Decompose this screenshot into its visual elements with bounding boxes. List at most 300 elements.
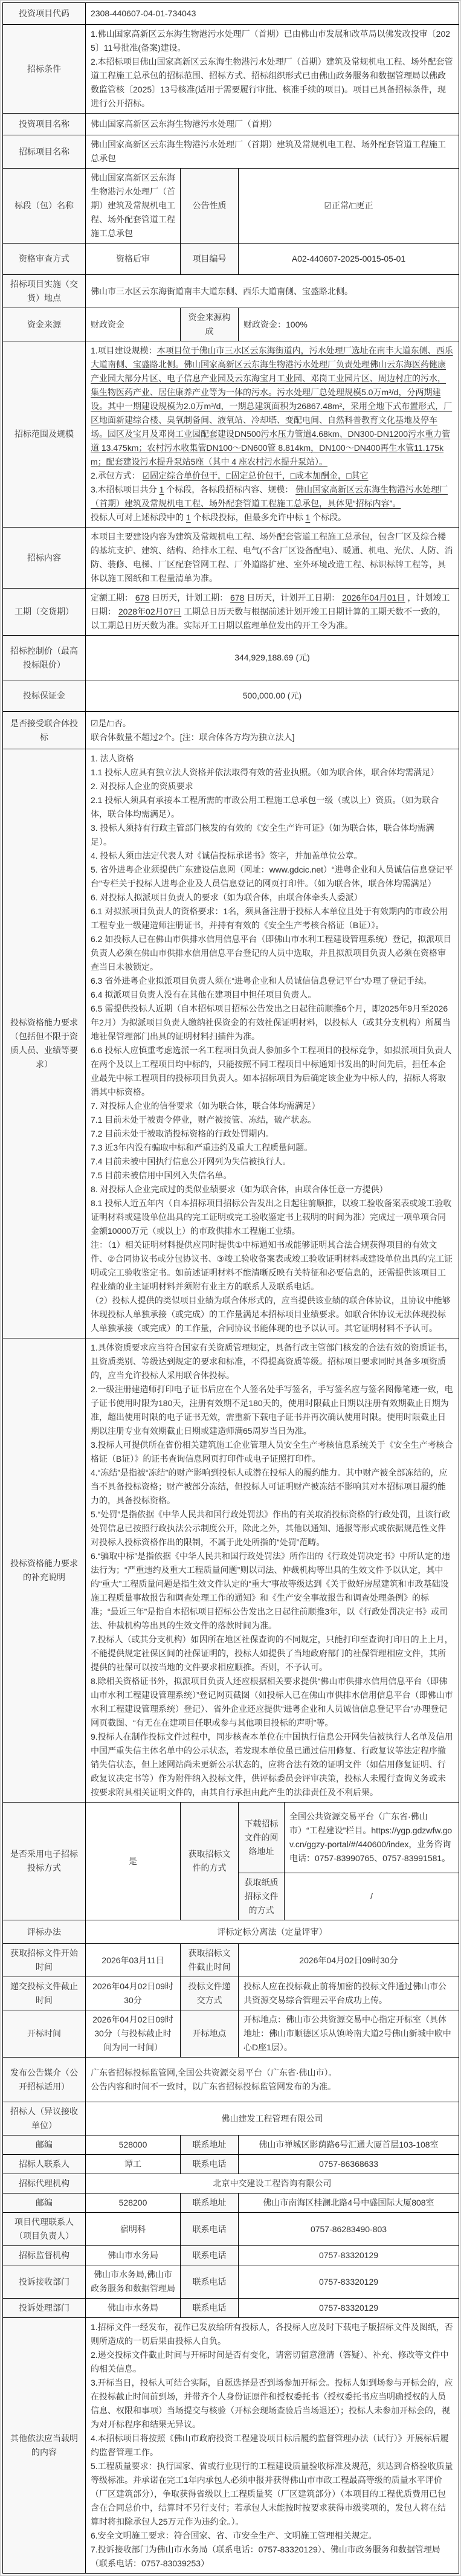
- bidder-qualification-requirements-label: [3, 749, 86, 1338]
- announcement-table: [2, 2, 459, 2574]
- table-row: [3, 1944, 459, 1977]
- text-segment: 发布公告媒介（公开招标适用）: [10, 2067, 78, 2091]
- bidder-qualification-requirements-value: [86, 749, 459, 1338]
- table-row: [3, 25, 459, 114]
- investment-project-name-label: [3, 114, 86, 135]
- tender-project-name-value: [86, 135, 459, 169]
- qualification-supplementary-notes-value: [86, 1338, 459, 1803]
- text-segment: 6.5 需提供投标人近期（自本招标项目招标公告发出之日起往前顺推6个月，即2025年9月至2026年2月）为拟派项目负责人缴纳社保资金的有效社保证明材料，以投标人（或其分支机构）所属当地社保管理部门出具的证明材料扫描件为准。: [91, 1004, 451, 1041]
- tender-project-name-label: [3, 135, 86, 169]
- text-segment: 获取纸质招标文件的方式: [244, 1877, 279, 1915]
- text-segment: 2.承包方式：: [91, 471, 143, 480]
- document-acquisition-method-label: [181, 1803, 239, 1920]
- table-row: [3, 169, 459, 244]
- text-segment: 2026年03月11日: [102, 1955, 164, 1965]
- value-text: [91, 1466, 454, 1508]
- price-ceiling-value: [86, 636, 459, 680]
- table-row: [3, 589, 459, 636]
- underlined-text: 2028年02月07日: [118, 607, 182, 616]
- tenderer-phone-value: [239, 2155, 459, 2174]
- text-segment: 7.投标人（或其分支机构）如因所在地区社保查询的不同规定，只能打印至查询打印日的上上月，不能提供规定社保区间的社保证明的，投标人如提供了当地政府部门的社保管理相应文件，其所提供的社保可以按当地的文件要求相应顺推。否则，不予认可。: [91, 1635, 453, 1672]
- value-text: [91, 2157, 175, 2171]
- electronic-bidding-label: [3, 1803, 86, 1920]
- value-text: [91, 1183, 454, 1196]
- label-text: [8, 252, 80, 266]
- label-text: [8, 551, 80, 565]
- text-segment: 3.本招标项目共分: [91, 485, 160, 494]
- text-segment: 佛山市三水区云东海街道南丰大道东侧、西乐大道南侧、宝盛路北侧。: [91, 286, 353, 296]
- text-segment: 招标人联系人: [19, 2159, 69, 2169]
- tender-conditions-label: [3, 25, 86, 114]
- label-text: [8, 277, 80, 305]
- text-segment: 其他依法应当载明的内容: [10, 2433, 78, 2457]
- label-text: [8, 1946, 80, 1974]
- label-text: [185, 2275, 233, 2289]
- document-acquisition-deadline-label: [181, 1944, 239, 1977]
- text-segment: 招标代理机构: [19, 2178, 69, 2188]
- text-segment: 佛山市水务局: [108, 2250, 158, 2260]
- text-segment: 个标段，各标段招标内容、规模：: [164, 485, 296, 494]
- value-text: [243, 252, 454, 266]
- text-segment: 广东省招标投标监管网,全国公共资源交易平台（广东省·佛山市）。: [91, 2067, 337, 2077]
- text-segment: 资金来源: [27, 319, 61, 329]
- text-segment: 个标段。: [310, 512, 347, 522]
- tender-agency-label: [3, 2174, 86, 2193]
- bid-opening-time-value: [86, 2010, 181, 2058]
- tenderer-contact-value: [86, 2155, 181, 2174]
- text-segment: 7. 对投标人企业的信誉要求（如为联合体，联合体均需满足）: [91, 1101, 320, 1111]
- value-text: [91, 1508, 454, 1549]
- table-row: [3, 275, 459, 308]
- text-segment: 0757-83320129: [318, 2250, 379, 2260]
- label-text: [185, 1946, 233, 1974]
- complaint-receiving-dept-value: [86, 2265, 181, 2299]
- document-acquisition-start-value: [86, 1944, 181, 1977]
- electronic-bidding-value: [86, 1803, 181, 1920]
- text-segment: ，计划竣工日期：: [91, 593, 450, 616]
- text-segment: 招标人（异议接收单位）: [10, 2106, 78, 2130]
- value-text: [91, 2529, 454, 2543]
- text-segment: 资格后审: [116, 254, 150, 263]
- value-text: [91, 117, 454, 131]
- text-segment: （2）投标人提供的类似项目业绩为联合体形式的，应当提供该业绩的联合体协议，且协议中能够体现投标人单独承接（或完成）的工作量满足本招标项目业绩要求。如联合体协议无法体现投标人单独承接（或完成）的工作量，合同协议书能体现的也予以认可。其它证明材料不予认可。: [91, 1296, 451, 1333]
- label-text: [243, 1876, 279, 1917]
- text-segment: 6.6 投标人应慎重考虑选派一名工程项目负责人参加多个工程项目的投标竞争，如拟派项目负责人在两个及以上工程项目均中标的，只能按照不同工程项目中标通知书发出的时间先后，担任本企业最先中标工程项目的投标项目负责人。如本招标项目为后确定该企业为中标人的，招标人将取消其中标资格。: [91, 1045, 452, 1097]
- evaluation-method-label: [3, 1920, 86, 1944]
- value-text: [91, 138, 454, 166]
- text-segment: 日历天，计划工期：: [149, 593, 231, 602]
- tender-agency-value: [86, 2174, 459, 2193]
- label-text: [8, 117, 80, 131]
- value-text: [91, 285, 454, 299]
- download-url-label: [239, 1803, 285, 1873]
- funding-source-label: [3, 308, 86, 341]
- complaint-handling-dept-label: [3, 2299, 86, 2318]
- text-segment: 佛山建发工程管理有限公司: [221, 2113, 323, 2123]
- value-text: [91, 731, 454, 744]
- label-text: [8, 7, 80, 21]
- text-segment: 项目代理联系人（项目负责人）: [15, 2217, 74, 2241]
- value-text: [91, 2348, 454, 2376]
- supervision-phone-value: [239, 2246, 459, 2265]
- label-text: [185, 2223, 233, 2236]
- table-row: [3, 2318, 459, 2574]
- consortium-bidding-value: [86, 712, 459, 749]
- underlined-text: 678: [230, 593, 245, 602]
- label-text: [8, 2215, 80, 2243]
- agency-address-label: [181, 2193, 239, 2213]
- tenderer-postcode-value: [86, 2135, 181, 2155]
- value-text: [91, 171, 175, 240]
- text-segment: 定额工期：: [91, 593, 135, 602]
- text-segment: 2.1 投标人须具有承接本工程所需的市政公用工程施工总承包一级（或以上）资质。（如为联合体，联合体均需满足）。: [91, 795, 439, 819]
- text-segment: 工期（交货期）: [15, 607, 74, 616]
- text-segment: 个标段投标，但最多允许中标: [190, 512, 306, 522]
- table-row: [3, 636, 459, 680]
- label-text: [8, 2275, 80, 2289]
- value-text: [91, 2459, 454, 2529]
- text-segment: 2. 对投标人企业的资质要求: [91, 781, 193, 791]
- value-text: [91, 591, 454, 633]
- text-segment: 招标项目实施（交货）地点: [10, 279, 78, 303]
- text-segment: 北京中交建设工程咨询有限公司: [213, 2178, 332, 2188]
- text-segment: 2.一级注册建造师打印电子证书后应在个人签名处手写签名，手写签名应与签名图像笔迹一致，电子证书使用时限为180天，注册有效期不足180天的，使用时限截止日期以注册有效期截止日期为准，超出使用时限的电子证书无效，需重新下载电子证书并再次确认使用时限。使用时限截止日期以注册专业有效期截止日期或建造师满65周岁当日为准。: [91, 1384, 453, 1436]
- text-segment: ☑是/□否。: [91, 718, 131, 728]
- value-text: [289, 1890, 454, 1903]
- text-segment: 递交投标文件截止时间: [10, 1981, 78, 2005]
- investment-project-code-label: [3, 3, 86, 25]
- label-text: [8, 689, 80, 703]
- label-text: [185, 311, 233, 338]
- text-segment: 3.投标人可提供所在省份相关建筑施工企业管理人员安全生产考核信息系统关于《安全生产考核合格证（B证）》的证书查询信息网页打印件或电子证照打印件。: [91, 1440, 453, 1464]
- announcement-nature-value: [239, 169, 459, 244]
- investment-project-name-value: [86, 114, 459, 135]
- value-text: [91, 511, 454, 525]
- value-text: [91, 2112, 454, 2126]
- agency-contact-value: [86, 2213, 181, 2246]
- qualification-review-method-label: [3, 244, 86, 275]
- text-segment: 5. 省外进粤企业须提供广东建设信息网（网址：www.gdcic.net）“进粤企业和人员诚信信息登记平台”专栏关于投标人进粤企业及人员信息登记的网页打印件。（如为联合体，联合体均需满足）: [91, 865, 453, 888]
- table-row: [3, 2193, 459, 2213]
- text-segment: 开标地点: [192, 2029, 227, 2038]
- text-segment: 5.工程质量要求：执行国家、省或行业现行的工程建设质量验收标准及规范，须达到合格验收质量等级标准。并承诺在完工1年内承包人必须申报并获得佛山市市政工程最高等级的质量水平评价（厂区建筑部分），争取获得省级以上工程质量奖（厂区建筑部分）（本项目的工程优质费用已包含在合同总价中，结算时不另行支付；若承包人未能按时按要求获得市级奖项的，发包人将在结算时将扣除承包人25万元作为违约金。）。: [91, 2461, 453, 2526]
- table-row: [3, 2058, 459, 2102]
- text-segment: 招标条件: [27, 63, 61, 74]
- text-segment: 项目编号: [192, 254, 227, 263]
- text-segment: 佛山国家高新区云东海生物港污水处理厂（首期）建筑及常规机电工程、场外配套管道工程施工总承包: [91, 173, 175, 238]
- label-text: [8, 318, 80, 332]
- text-segment: 招标监督机构: [19, 2250, 69, 2260]
- text-segment: 获取招标文件的方式: [188, 1849, 231, 1873]
- label-text: [8, 2066, 80, 2094]
- value-text: [91, 1730, 454, 1800]
- value-text: [243, 318, 454, 332]
- text-segment: 0757-83320129: [318, 2303, 379, 2313]
- section-package-name-label: [3, 169, 86, 244]
- value-text: [91, 1127, 454, 1141]
- value-text: [91, 752, 454, 766]
- text-segment: 4.本招标项目将按照《佛山市政府投资工程建设项目标后履约监督管理办法（试行）》开展标后履约监督管理工作。: [91, 2433, 449, 2457]
- label-text: [8, 2157, 80, 2171]
- qualification-review-method-value: [86, 244, 181, 275]
- text-segment: 528000: [118, 2140, 147, 2149]
- value-text: [91, 932, 454, 974]
- text-segment: 联系电话: [192, 2303, 227, 2313]
- text-segment: 是: [129, 1856, 137, 1866]
- text-segment: 佛山国家高新区云东海生物港污水处理厂（首期）: [91, 119, 277, 129]
- value-text: [91, 2248, 175, 2262]
- text-segment: A02-440607-2025-0015-05-01: [291, 254, 406, 263]
- label-text: [185, 199, 233, 213]
- text-segment: 8. 对投标人企业完成过的类似业绩要求（如为联合体，由联合体任意一方提供）: [91, 1184, 388, 1194]
- value-text: [289, 1810, 454, 1865]
- qualification-supplementary-notes-label: [3, 1338, 86, 1803]
- agency-postcode-value: [86, 2193, 181, 2213]
- agency-contact-label: [3, 2213, 86, 2246]
- underlined-text: 1: [159, 485, 164, 494]
- value-text: [243, 1980, 454, 2007]
- text-segment: /: [370, 1891, 373, 1901]
- value-text: [243, 2157, 454, 2171]
- value-text: [91, 2268, 175, 2296]
- label-text: [8, 717, 80, 744]
- text-segment: 528200: [118, 2198, 147, 2207]
- text-segment: 7.1 目前未处于被责令停业，财产被接管、冻结，破产状态。: [91, 1115, 317, 1125]
- table-row: [3, 2010, 459, 2058]
- label-text: [8, 2138, 80, 2152]
- table-row: [3, 2135, 459, 2155]
- text-segment: 注：（1）相关证明材料提供应同时提供①中标通知书或能够证明其合法合规获得项目的有效文件、②合同协议书或分包协议书、③竣工验收备案表或竣工验收证明材料或建设单位出具的完工证明或完工验收鉴定书。如前述证明材料不能清晰反映有关特征和必要信息的，还需提供该项目工程业绩的业主证明材料并须附有业主方的联系人及联系电话。: [91, 1240, 453, 1291]
- table-row: [3, 680, 459, 712]
- tenderer-value: [86, 2102, 459, 2135]
- table-row: [3, 2246, 459, 2265]
- text-segment: 2.本招标项目佛山国家高新区云东海生物港污水处理厂（首期）建筑及常规机电工程、场外配套管道工程施工总承包的招标范围、招标方式、招标组织形式已由佛山政务服务和数据管理局以佛政数监管核〔2025〕13号核准(适用于需要履行审批、核准手续的项目)。项目已具备招标条件，现进行公开招标。: [91, 57, 453, 108]
- value-text: [91, 1633, 454, 1674]
- value-text: [91, 344, 454, 469]
- evaluation-method-value: [86, 1920, 459, 1944]
- construction-period-label: [3, 589, 86, 636]
- text-segment: 1.1 投标人应具有独立法人资格并依法取得有效的营业执照。（如为联合体，联合体均需满足）: [91, 767, 439, 777]
- agency-phone-value: [239, 2213, 459, 2246]
- other-required-content-label: [3, 2318, 86, 2574]
- text-segment: 2308-440607-04-01-734043: [91, 8, 196, 18]
- table-row: [3, 341, 459, 528]
- value-text: [91, 766, 454, 780]
- bid-opening-location-label: [181, 2010, 239, 2058]
- text-segment: 0757-83320129: [318, 2276, 379, 2287]
- text-segment: 6.4 拟派项目负责人没有在其他在建项目中担任项目负责人。: [91, 990, 317, 999]
- tender-conditions-value: [86, 25, 459, 114]
- text-segment: 招标项目名称: [19, 146, 69, 157]
- value-text: [91, 1954, 175, 1968]
- text-segment: 4.“冻结”是指被“冻结”的财产影响到投标人或潜在投标人的履约能力。其中财产被全部冻结的，应当不具备投标资格；财产被部分冻结，但投标人可证明财产被冻结不影响其对本招标项目履约能力的，具备投标资格。: [91, 1468, 448, 1505]
- value-text: [243, 2223, 454, 2236]
- text-segment: 联系地址: [192, 2198, 227, 2207]
- document-acquisition-deadline-value: [239, 1944, 459, 1977]
- value-text: [91, 1925, 454, 1939]
- text-segment: 344,929,188.69 (元): [234, 653, 310, 662]
- value-text: [91, 974, 454, 988]
- text-segment: 资金来源构成: [188, 312, 231, 336]
- text-segment: 联系电话: [192, 2276, 227, 2287]
- tenderer-address-label: [181, 2135, 239, 2155]
- label-text: [185, 2157, 233, 2171]
- value-text: [91, 1113, 454, 1127]
- text-segment: 开标地点：佛山市公共资源交易中心指定开标室（具体地址：佛山市顺德区乐从镇岭南大道2号佛山新城中欧中心D座1层）。: [243, 2015, 451, 2052]
- value-text: [91, 1549, 454, 1633]
- text-segment: 5.“处罚”是指依据《中华人民共和国行政处罚法》作出的有关取消投标资格的行政处罚，且该行政处罚信息已按照行政执法公示制度公开，除此之外，其他以通知、通报等形式或依据规范性文件对投标人投标资格作出的限制，不属于此处所指的“处罚”范畴。: [91, 1509, 450, 1547]
- text-segment: 7.投诉接收部门为佛山市水务局（联系电话：0757-83320129）、佛山市政务服务和数据管理局（联系电话：0757-83039253）: [91, 2545, 440, 2568]
- table-row: [3, 528, 459, 589]
- text-segment: 佛山市水务局,佛山市政务服务和数据管理局: [91, 2270, 175, 2293]
- text-segment: 邮编: [36, 2140, 53, 2149]
- announcement-media-label: [3, 2058, 86, 2102]
- text-segment: 投标保证金: [23, 691, 65, 700]
- text-segment: 佛山市南海区桂澜北路4号中盛国际大厦808室: [263, 2198, 434, 2207]
- value-text: [91, 1383, 454, 1438]
- complaint-handling-phone-value: [239, 2299, 459, 2318]
- label-text: [8, 1847, 80, 1875]
- value-text: [91, 717, 454, 731]
- paper-document-method-value: [285, 1873, 459, 1920]
- agency-address-value: [239, 2193, 459, 2213]
- underlined-text: 678: [135, 593, 150, 602]
- text-segment: 0757-86368633: [318, 2159, 379, 2169]
- label-text: [8, 1925, 80, 1939]
- value-text: [91, 1438, 454, 1466]
- value-text: [243, 2196, 454, 2210]
- text-segment: ☑正常/□更正: [324, 201, 373, 210]
- announcement-media-value: [86, 2058, 459, 2102]
- complaint-receiving-phone-label: [181, 2265, 239, 2299]
- label-text: [185, 2301, 233, 2315]
- text-segment: 6. 对投标人拟派项目负责人的要求（如为联合体，由联合体牵头人委派）: [91, 893, 363, 902]
- value-text: [243, 2138, 454, 2152]
- text-segment: 宿明科: [120, 2224, 146, 2234]
- section-package-name-value: [86, 169, 181, 244]
- underlined-text: 1: [185, 512, 191, 522]
- value-text: [91, 821, 454, 849]
- table-row: [3, 2299, 459, 2318]
- text-segment: 0757-86283490-803: [310, 2224, 387, 2234]
- text-segment: 1.项目建设规模：: [91, 346, 157, 355]
- value-text: [91, 891, 454, 905]
- label-text: [8, 2177, 80, 2190]
- announcement-table-body: [3, 3, 459, 2574]
- text-segment: 资格审查方式: [19, 254, 69, 263]
- bid-submission-method-label: [181, 1977, 239, 2010]
- table-row: [3, 1977, 459, 2010]
- tender-content-label: [3, 528, 86, 589]
- document-acquisition-start-label: [3, 1944, 86, 1977]
- label-text: [185, 2196, 233, 2210]
- tenderer-phone-label: [181, 2155, 239, 2174]
- value-text: [91, 530, 454, 586]
- construction-period-value: [86, 589, 459, 636]
- text-segment: 佛山市水务局: [108, 2303, 158, 2313]
- underlined-text: 本项目位于佛山市三水区云东海街道内，污水处理厂选址在南丰大道东侧、西乐大道南侧、宝盛路北侧。佛山国家高新区云东海生物港污水处理厂负责处理佛山云东海医药健康产业园大部分片区、电子信息产业园及云东海宝月工业园、邓岗工业园片区、周边村庄的污水，集生物医药产业、居住康养产业等为一体的污水。污水处理厂总处理规模5.0万m³/d，分两期建设。其中一期建设规模为2.0万m³/d，一期总建筑面积为26867.48m²，采用全地下式布置形式，厂区地面新建综合楼、臭氧制备间、液氧站、冷却塔、变配电间、自然科普教育文化基地及停车场。园区及宝月及邓岗工业园配套建设DN500污水压力管道4.68km、DN300-DN1200污水重力管道 13.475km；农村污水收集管DN100～DN600管 8.814km，DN100～DN400再生水管11.175km；配套建设污水提升泵站5座（其中 4 座农村污水提升泵站）。: [91, 346, 453, 466]
- text-segment: 6.“骗取中标”是指依据《中华人民共和国行政处罚法》所作出的《行政处罚决定书》中所认定的违法行为；“严重违约及重大工程质量问题”则以司法、仲裁机构等出具的生效文件予以认定，其中的“重大”工程质量问题是指生效文件认定的“重大”事故等级达到《关于做好房屋建筑和市政基础设施工程质量事故报告和调查处理工作的通知》和《生产安全事故报告和调查处理条例》的标准；“最近三年”是指自本招标项目招标公告发出之日起往前顺推3年，以《行政处罚决定书》或司法、仲裁机构等出具的生效文件的落款时间为准。: [91, 1551, 450, 1630]
- project-number-value: [239, 244, 459, 275]
- tender-content-value: [86, 528, 459, 589]
- text-segment: 获取招标文件开始时间: [10, 1948, 78, 1972]
- value-text: [91, 988, 454, 1002]
- label-text: [8, 2027, 80, 2041]
- underlined-text: 佛山国家高新区云东海生物港污水处理厂（首期）建筑及常规机电工程、场外配套管道工程施工总承包，具体见“招标内容”。: [91, 485, 448, 508]
- implementation-location-value: [86, 275, 459, 308]
- text-segment: 邮编: [36, 2198, 53, 2207]
- table-row: [3, 2265, 459, 2299]
- table-row: [3, 2213, 459, 2246]
- value-text: [91, 1674, 454, 1730]
- price-ceiling-label: [3, 636, 86, 680]
- value-text: [243, 2248, 454, 2262]
- text-segment: 全国公共资源交易平台（广东省·佛山市）“工程建设”栏目。https://ygp.gdzwfw.gov.cn/ggzy-portal/#/440600/index，业务咨询电话：0757-83990765、0757-83991581。: [289, 1812, 453, 1863]
- supervision-phone-label: [181, 2246, 239, 2265]
- text-segment: 是否接受联合体投标: [10, 718, 78, 742]
- value-text: [91, 1099, 454, 1113]
- value-text: [91, 483, 454, 511]
- tenderer-postcode-label: [3, 2135, 86, 2155]
- text-segment: 下载招标文件的网络地址: [244, 1818, 279, 1856]
- value-text: [91, 1044, 454, 1099]
- value-text: [91, 252, 175, 266]
- complaint-receiving-dept-label: [3, 2265, 86, 2299]
- text-segment: 2.递交投标文件截止时间与开标时间是否有变化，请密切留意澄清（答疑）、补充、修改等文件中的相关信息。: [91, 2350, 449, 2374]
- implementation-location-label: [3, 275, 86, 308]
- table-row: [3, 749, 459, 1338]
- table-row: [3, 1803, 459, 1873]
- value-text: [243, 2301, 454, 2315]
- text-segment: 公告内容和时间不一致时，以广东省招标投标监管网发布的为准。: [91, 2081, 336, 2091]
- bid-bond-value: [86, 680, 459, 712]
- value-text: [91, 2080, 454, 2094]
- label-text: [8, 2248, 80, 2262]
- value-text: [91, 2223, 175, 2236]
- value-text: [91, 7, 454, 21]
- text-segment: 7.5 目前未被信用中国列入失信名单。: [91, 1170, 232, 1180]
- value-text: [91, 1980, 175, 2007]
- text-segment: 7.4 目前未被中国执行信息公开网列为失信被执行人。: [91, 1157, 291, 1166]
- other-required-content-value: [86, 2318, 459, 2574]
- text-segment: 公告性质: [192, 201, 227, 210]
- paper-document-method-label: [239, 1873, 285, 1920]
- text-segment: 6.1 对拟派项目负责人的资格要求：1名，须具备注册于投标人本单位且处于有效期内的市政公用工程专业一级建造师注册证书，并持有有效的《安全生产考核合格证（B证）》。: [91, 906, 448, 930]
- label-text: [8, 427, 80, 441]
- value-text: [243, 2275, 454, 2289]
- value-text: [91, 1141, 454, 1155]
- complaint-receiving-phone-value: [239, 2265, 459, 2299]
- text-segment: 投标文件递交方式: [188, 1981, 231, 2005]
- table-row: [3, 1338, 459, 1803]
- value-text: [91, 863, 454, 891]
- table-row: [3, 3, 459, 25]
- value-text: [91, 1294, 454, 1335]
- text-segment: 1.佛山国家高新区云东海生物港污水处理厂（首期）已由佛山市发展和改革局以佛发改投审〔2025〕11号批准(备案)建设。: [91, 29, 451, 53]
- value-text: [91, 2376, 454, 2432]
- value-text: [91, 1341, 454, 1383]
- bid-submission-deadline-label: [3, 1977, 86, 2010]
- text-segment: 6.2 如投标人已在佛山市供排水信用信息平台（即佛山市水利工程建设管理系统）登记，拟派项目负责人必须在佛山市供排水信用信息平台登记的人员中选取，并且拟派项目负责人必须在资格审查当日未被锁定。: [91, 934, 452, 972]
- label-text: [8, 2432, 80, 2459]
- bid-bond-label: [3, 680, 86, 712]
- text-segment: 是否采用电子招标投标方式: [10, 1849, 78, 1873]
- text-segment: 6.3 省外进粤企业拟派项目负责人须在“进粤企业和人员诚信信息登记平台”办理了登记手续。: [91, 976, 432, 986]
- text-segment: 投标资格能力要求（包括但不限于资质人员、业绩等要求）: [10, 1018, 78, 1069]
- value-text: [91, 2301, 175, 2315]
- label-text: [8, 199, 80, 213]
- project-number-label: [181, 244, 239, 275]
